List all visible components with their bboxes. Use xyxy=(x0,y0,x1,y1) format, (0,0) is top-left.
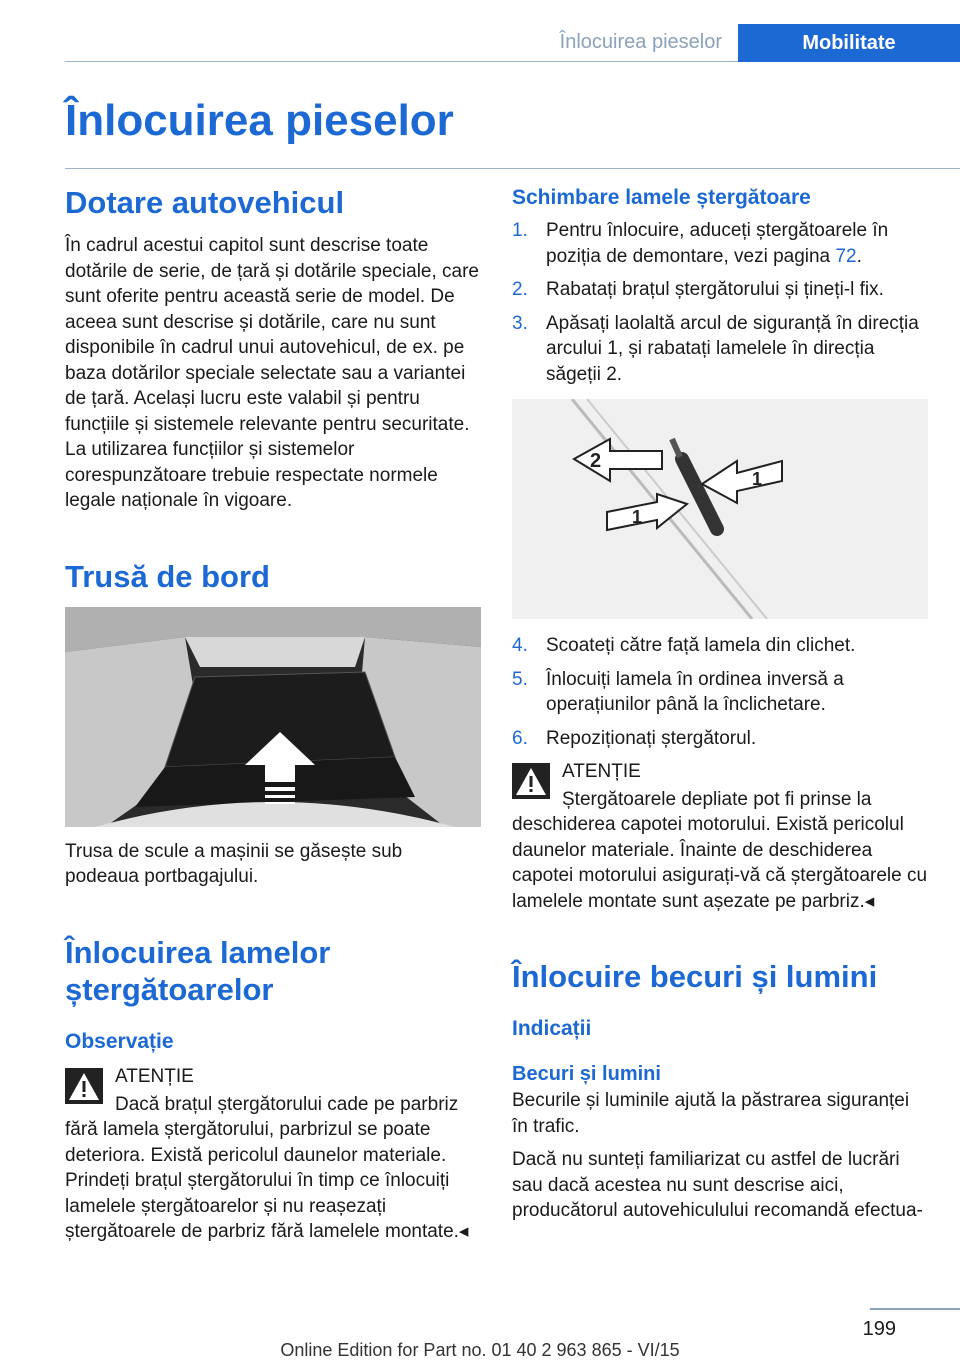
footer-rule xyxy=(870,1308,960,1310)
step-number: 2. xyxy=(512,279,528,300)
paragraph-becuri-2: Dacă nu sunteți familiarizat cu astfel de lucrări sau dacă acestea nu sunt descrise aici, producătorul autovehiculului recomandă efectua- xyxy=(512,1149,923,1222)
heading-becuri: Înlocuire becuri și lumini xyxy=(512,959,878,994)
heading-lamele: Înlocuirea lamelor ștergătoarelor xyxy=(65,934,331,1008)
step-text: Apăsați laolaltă arcul de siguranță în direcția arcului 1, și rabatați lamelele în direcția săgeții 2. xyxy=(546,312,919,385)
paragraph-dotare: În cadrul acestui capitol sunt descrise toate dotările de serie, de țară și dotările speciale, care sunt oferite pentru această serie de model. De aceea sunt descrise și dotările, care nu sunt disponibile în cadrul unui autovehicul, de ex. pe baza dotărilor speciale selectate sau a variantei de țară. Același lucru este valabil și pentru funcțiile și sistemele relevante pentru securitate. La utilizarea funcțiilor și sistemelor corespunzătoare trebuie respectate normele legale naționale în vigoare. xyxy=(65,235,480,512)
arrow-1b-label: 1 xyxy=(752,469,763,489)
arrow-2-label: 2 xyxy=(590,450,602,472)
heading-observatie: Observație xyxy=(65,1030,174,1054)
arrow-1a-label: 1 xyxy=(632,507,643,527)
step-4 xyxy=(512,633,928,659)
warning-block-left xyxy=(65,1064,481,1245)
step-6 xyxy=(512,726,928,752)
step-number: 3. xyxy=(512,312,528,334)
warning-block-right xyxy=(512,759,928,914)
title-rule xyxy=(65,168,960,169)
step-text: Înlocuiți lamela în ordinea inversă a operațiunilor până la înclichetare. xyxy=(546,668,844,715)
heading-dotare: Dotare autovehicul xyxy=(65,185,345,220)
paragraph-becuri-1: Becurile și luminile ajută la păstrarea siguranței în trafic. xyxy=(512,1090,910,1137)
heading-schimbare: Schimbare lamele ștergătoare xyxy=(512,186,811,209)
header-tab-mobilitate: Mobilitate xyxy=(738,24,960,62)
heading-trusa: Trusă de bord xyxy=(65,558,270,594)
step-text: Scoateți către față lamela din clichet. xyxy=(546,635,856,656)
trunk-illustration xyxy=(65,607,481,827)
step-5 xyxy=(512,667,928,718)
left-column xyxy=(65,180,481,1245)
step-1 xyxy=(512,218,928,269)
wiper-diagram xyxy=(512,399,928,619)
page-link-72[interactable]: 72 xyxy=(835,245,857,267)
warning-text: Ștergătoarele depliate pot fi prinse la deschiderea capotei motorului. Există pericolul daunelor materiale. Înainte de deschiderea capotei motorului asigurați-vă că ștergătoarele cu lamelele montate sunt așezate pe parbriz.◂ xyxy=(512,788,928,912)
warning-text: Dacă brațul ștergătorului cade pe parbriz fără lamela ștergătorului, parbrizul se poate deteriora. Există pericolul daunelor materiale. Prindeți brațul ștergătorului în timp ce înlocuiți lamelele ștergătoarelor și nu reașezați ștergătoarele de parbriz fără lamelele montate.◂ xyxy=(65,1093,469,1243)
trunk-photo xyxy=(65,607,481,827)
step-number: 1. xyxy=(512,220,528,241)
step-3 xyxy=(512,311,928,388)
step-number: 4. xyxy=(512,635,528,656)
step-text: Rabatați brațul ștergătorului și țineți-l fix. xyxy=(546,279,884,300)
steps-list-a xyxy=(512,218,928,387)
right-column xyxy=(512,180,928,1224)
heading-indicatii: Indicații xyxy=(512,1017,592,1041)
steps-list-b xyxy=(512,633,928,751)
step-text: Repoziționați ștergătorul. xyxy=(546,727,757,749)
step-number: 5. xyxy=(512,668,528,690)
header-section-title: Înlocuirea pieselor xyxy=(559,31,722,53)
page-number: 199 xyxy=(862,1318,896,1340)
step-text: Pentru înlocuire, aduceți ștergătoarele în poziția de demontare, vezi pagina xyxy=(546,220,889,267)
paragraph-trusa: Trusa de scule a mașinii se găsește sub podeaua portbagajului. xyxy=(65,840,403,888)
step-number: 6. xyxy=(512,727,528,749)
step-text-end: . xyxy=(856,245,862,267)
warning-triangle-icon xyxy=(65,1068,103,1104)
step-2 xyxy=(512,277,928,303)
warning-triangle-icon xyxy=(512,763,550,799)
page-title: Înlocuirea pieselor xyxy=(65,96,454,145)
warning-title: ATENȚIE xyxy=(562,761,641,782)
heading-becuri-lumini: Becuri și lumini xyxy=(512,1063,661,1086)
warning-title: ATENȚIE xyxy=(115,1066,194,1088)
footer-edition: Online Edition for Part no. 01 40 2 963 865 - VI/15 xyxy=(280,1340,680,1360)
wiper-illustration xyxy=(512,399,928,619)
